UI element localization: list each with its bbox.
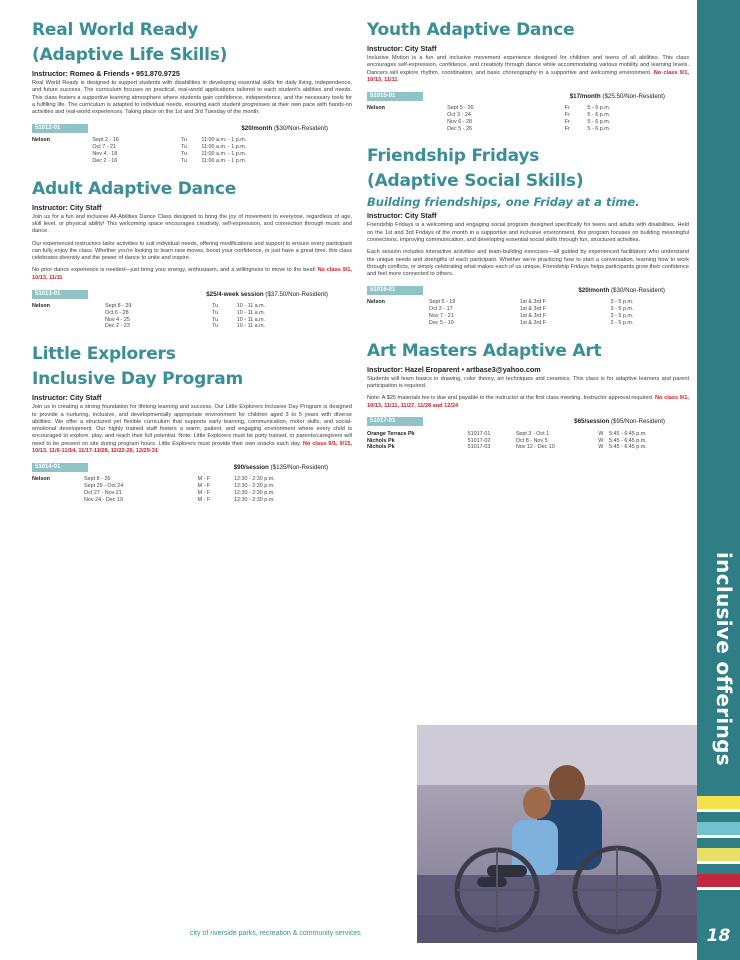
schedule-row [367,119,689,126]
schedule-cell: W [598,444,604,451]
schedule-row [367,126,689,133]
schedule-cell: 12:30 - 2:30 p.m. [234,489,275,496]
schedule-row [32,317,352,324]
schedule-cell: 11:00 a.m. - 1 p.m. [201,137,247,144]
schedule-row [32,476,352,483]
schedule-table [367,431,689,451]
program-title: Youth Adaptive Dance [367,20,575,40]
schedule-cell: 51017-02 [467,437,491,444]
schedule-cell: Oct 27 - Nov 21 [84,489,122,496]
schedule-cell: 10 - 11 a.m. [236,323,266,330]
schedule-location [32,317,105,324]
schedule-location: Orange Terrace Pk [367,430,415,437]
schedule-location [367,112,447,119]
schedule-cell: 1st & 3rd F [519,299,547,306]
program-subtitle: Building friendships, one Friday at a time. [367,195,640,210]
program-fee [423,418,689,425]
color-stripe [697,848,740,861]
schedule-cell: Fr [564,105,570,112]
schedule-cell: Sept 2 - 16 [92,137,119,144]
description-text: Join us in creating a strong foundation for lifelong learning and success. Our Little Explorers Inclusive Day Program is designed to provide a nurturing, inclusive, and developmentally appropriate environment for children aged 3 to 5 years with diverse abilities. We offer a structured yet flexible curriculum that supports early learning, communication, motor skills, and social-emotional development. Our highly trained staff fosters a warm, patient, and engaging environment where every child is encouraged to explore, play, and reach their full potential. Note: Little Explorers must be potty trained, or parents/caregivers will need to be present on site during program hours. Little Explorers must provide their own snacks each day. [32,404,352,447]
schedule-cell: Dec 2 - 16 [92,157,118,164]
schedule-cell: Fr [564,125,570,132]
instructor-line: Instructor: City Staff [367,211,437,221]
description-text: No prior dance experience is needed—just bring your energy, enthusiasm, and a willingness to move to the beat! [32,267,316,274]
program-code: 51013-01 [32,290,88,299]
schedule-location [367,119,447,126]
no-class-dates: No class 9/1, 9/15, 10/13, 11/6-11/14, 11/17-11/28, 12/22-26, 12/29-31 [32,440,352,455]
schedule-row [367,444,689,451]
schedule-cell: 51017-03 [467,444,491,451]
schedule-cell: Oct 3 - 24 [447,111,471,118]
schedule-cell: 5:45 - 6:45 p.m. [609,444,647,451]
program-title: Adult Adaptive Dance [32,178,237,199]
schedule-cell: 10 - 11 a.m. [236,316,266,323]
program-title: (Adaptive Social Skills) [367,171,584,192]
program-title: Inclusive Day Program [32,369,244,390]
instructor-line: Instructor: City Staff [367,44,437,53]
description-text: Join us for a fun and inclusive All-Abilities Dance Class designed to bring the joy of movement to everyone, regardless of age, skill level, or physical ability! This welcoming space encourages creativity, self-expression, and connection through music and dance. [32,213,352,235]
schedule-row [32,137,352,144]
fee-resident: $20/month [241,124,273,132]
description-text: Each session includes interactive activities and team-building exercises—all guided by experienced facilitators who understand the unique needs and strengths of each participant. Whether we're practicing how to start a conversation, learning how to work through conflicts, or simply celebrating what makes each of us unique, Friendship Fridays helps participants grow their confidence and feel more connected to others. [367,249,689,278]
schedule-table [32,303,352,330]
schedule-cell: Oct 6 - 28 [105,309,129,316]
schedule-cell: Nov 6 - 28 [447,118,473,125]
description-text: Students will learn basics in drawing, color theory, art techniques and ceramics. This class is for adaptive learners and parent participation is required. [367,375,689,389]
schedule-row [367,313,689,320]
schedule-row [367,112,689,119]
schedule-cell: Tu [212,316,219,323]
program-title: Art Masters Adaptive Art [367,340,602,361]
schedule-cell: 5 - 6 p.m. [587,118,611,125]
program-title: Friendship Fridays [367,146,540,167]
schedule-cell: W [598,430,604,437]
right-column [367,18,689,463]
schedule-cell: 3 - 5 p.m. [610,299,634,306]
description-text: Friendship Fridays is a welcoming and engaging social program designed specifically for teens and adults with disabilities. Held on the 1st and 3rd Fridays of the month in a supportive and inclusive environment, this program focuses on building meaningful connections, improving communication, and developing essential social skills through fun, structured activities. [367,222,689,243]
schedule-cell: Sept 8 - 26 [84,476,111,483]
schedule-row [367,320,689,327]
schedule-row [32,310,352,317]
fee-nonresident: ($95/Non-Resident) [611,418,665,426]
schedule-cell: 3 - 5 p.m. [610,306,634,313]
schedule-cell: 5:45 - 6:45 p.m. [609,430,647,437]
program-description [367,395,689,410]
color-stripe [697,835,740,838]
program-fee [423,287,689,294]
schedule-cell: M - F [197,489,211,496]
schedule-cell: Tu [180,144,188,151]
description-text: Note: A $25 materials fee is due and payable to the instructor at the first class meeting. Instructor approval required. [367,395,654,402]
fee-row [367,285,689,295]
schedule-cell: Dec 5 - 26 [447,125,473,132]
fee-row [32,462,352,472]
schedule-cell: W [598,437,604,444]
fee-nonresident: ($30/Non-Resident) [274,124,328,132]
schedule-table [32,476,352,503]
schedule-cell: 1st & 3rd F [519,319,547,326]
schedule-cell: Tu [212,303,219,310]
schedule-cell: Tu [180,157,188,164]
schedule-table [367,299,689,326]
left-column [32,18,352,516]
schedule-row [32,144,352,151]
color-stripe [697,887,740,890]
schedule-cell: Fr [564,111,570,118]
color-stripe [697,822,740,835]
schedule-row [367,306,689,313]
schedule-cell: 5 - 6 p.m. [587,125,611,132]
schedule-location [32,323,105,330]
description-text: Real World Ready is designed to support students with disabilities in developing essential skills for daily living, independence, and future success. The curriculum focuses on practical, real-world applications tailored to each student's abilities and needs. This class fosters a supportive learning atmosphere where students gain confidence, independence, and the necessary tools for a fulfilling life. The curriculum is adapted to individual needs, ensuring each student progresses at their own pace with hands-on activities and real-world experiences. Taking place on the 1st and 3rd Tuesday of the month. [32,80,352,116]
program-description [367,249,689,278]
schedule-cell: Oct 7 - 21 [92,144,117,151]
schedule-cell: Nov 4 - 18 [92,151,118,158]
schedule-row [367,105,689,112]
program-description [367,55,689,84]
schedule-row [32,490,352,497]
schedule-row [367,438,689,445]
program-code: 51014-01 [32,463,88,472]
schedule-cell: Nov 24 - Dec 19 [84,496,123,503]
schedule-row [367,299,689,306]
schedule-cell: Sept 5 - 19 [428,299,456,306]
schedule-location [32,497,84,504]
schedule-cell: Dec 2 - 23 [105,323,130,330]
schedule-cell: 10 - 11 a.m. [236,309,266,316]
schedule-cell: 1st & 3rd F [519,313,547,320]
fee-row [32,289,352,299]
photo-illustration [417,725,697,943]
schedule-cell: 3 - 5 p.m. [610,319,634,326]
program-code: 51017-01 [367,417,423,426]
schedule-cell: Oct 3 - 17 [428,306,453,313]
schedule-cell: 12:30 - 2:30 p.m. [234,496,275,503]
program-description [32,241,352,263]
schedule-cell: 11:00 a.m. - 1 p.m. [201,151,247,158]
schedule-location: Nichols Pk [367,437,395,444]
schedule-location [32,144,92,151]
schedule-cell: 5 - 6 p.m. [587,105,611,112]
schedule-location: Nelson [32,476,50,483]
side-band [697,0,740,960]
schedule-cell: 11:00 a.m. - 1 p.m. [201,157,247,164]
no-class-dates: No class 9/1, 10/13, 11/11, 11/27, 11/28 and 12/24 [367,395,689,409]
fee-resident: $65/session [574,418,610,426]
fee-resident: $90/session [233,463,269,471]
program-fee [88,464,352,471]
schedule-location: Nichols Pk [367,444,395,451]
color-stripe [697,861,740,864]
program-description [367,222,689,244]
schedule-table [367,105,689,132]
schedule-cell: M - F [197,476,211,483]
fee-resident: $25/4-week session [206,290,264,298]
schedule-cell: Sept 3 - Oct 1 [515,430,550,437]
fee-row [367,91,689,101]
schedule-location: Nelson [367,299,385,306]
wheelchair-sports-photo [417,725,697,943]
fee-resident: $20/month [578,286,610,294]
schedule-location [367,306,429,313]
schedule-cell: Nov 4 - 25 [105,316,130,323]
schedule-cell: 12:30 - 2:30 p.m. [234,476,275,483]
schedule-cell: Tu [180,151,188,158]
program-code: 51015-01 [367,92,423,101]
schedule-location: Nelson [367,105,385,112]
schedule-row [32,497,352,504]
program-description [32,80,352,116]
program-section [367,339,689,452]
program-section [32,18,352,165]
no-class-dates: No class 9/1, 10/13, 11/11 [32,267,352,281]
schedule-location: Nelson [32,137,50,144]
schedule-cell: 3 - 5 p.m. [610,313,634,320]
schedule-cell: 51017-01 [467,430,491,437]
schedule-location [32,158,92,165]
program-description [32,267,352,282]
schedule-location [32,490,84,497]
schedule-table [32,137,352,164]
instructor-line: Instructor: City Staff [32,393,102,403]
program-title: (Adaptive Life Skills) [32,45,228,65]
schedule-location [367,126,447,133]
program-section [32,342,352,503]
fee-row [32,123,352,133]
program-fee [88,291,352,298]
schedule-cell: Tu [212,309,219,316]
program-title: Little Explorers [32,344,176,365]
schedule-row [32,483,352,490]
description-text: Inclusive Motion is a fun and inclusive movement experience designed for children and teens of all abilities. This class encourages self-expression, confidence, and creativity through dance while accommodating various mobility and learning levels. Dancers will explore rhythm, coordination, and basic choreography in a supportive and welcoming environment. [367,55,689,76]
schedule-location [367,320,429,327]
schedule-location [367,313,429,320]
fee-nonresident: ($30/Non-Resident) [611,286,665,294]
schedule-row [32,151,352,158]
schedule-location [32,310,105,317]
instructor-line: Instructor: City Staff [32,202,102,212]
fee-resident: $17/month [569,92,601,100]
footer-text: city of riverside parks, recreation & community services [190,930,361,937]
program-fee [88,125,352,132]
program-description [32,214,352,236]
program-description [367,376,689,391]
fee-nonresident: ($135/Non-Resident) [270,463,328,471]
program-section [367,18,689,132]
description-text: Our experienced instructors tailor activities to suit individual needs, offering modifications and support to ensure every participant can fully enjoy the class. Whether you're looking to learn new moves, boost your confidence, or just have a great time, this class celebrates diversity and the power of dance to unite and inspire. [32,240,352,262]
schedule-cell: Oct 8 - Nov 5 [515,437,548,444]
no-class-dates: No class 9/1, 10/13, 11/11 [367,69,689,83]
color-stripe [697,809,740,812]
program-fee [423,93,689,100]
schedule-cell: 12:30 - 2:30 p.m. [234,483,275,490]
program-section [367,144,689,326]
schedule-row [32,323,352,330]
color-stripe [697,796,740,809]
schedule-cell: 5 - 6 p.m. [587,111,611,118]
program-code: 51012-01 [32,124,88,133]
schedule-cell: Sept 8 - 29 [105,303,132,310]
fee-row [367,417,689,427]
schedule-row [32,303,352,310]
schedule-cell: Sept 29 - Oct 24 [84,483,124,490]
schedule-location [32,483,84,490]
schedule-cell: 11:00 a.m. - 1 p.m. [201,144,247,151]
schedule-row [32,158,352,165]
schedule-cell: Sept 5 - 26 [447,105,474,112]
schedule-location [32,151,92,158]
side-label: inclusive offerings [712,552,736,766]
schedule-cell: Fr [564,118,570,125]
fee-nonresident: ($37.50/Non-Resident) [265,290,328,298]
program-title: Real World Ready [32,20,199,40]
instructor-line: Instructor: Hazel Eroparent • artbase3@yahoo.com [367,364,541,374]
schedule-cell: Tu [212,323,219,330]
program-code: 51016-01 [367,286,423,295]
fee-nonresident: ($25.50/Non-Resident) [602,92,665,100]
schedule-cell: Nov 7 - 21 [428,313,454,320]
schedule-row [367,431,689,438]
page-number: 18 [706,926,731,946]
schedule-cell: Dec 5 - 19 [428,319,454,326]
schedule-cell: M - F [197,483,211,490]
color-stripe [697,874,740,887]
schedule-cell: Nov 12 - Dec 10 [515,444,555,451]
schedule-cell: 5:45 - 6:45 p.m. [609,437,647,444]
schedule-cell: 1st & 3rd F [519,306,547,313]
schedule-location: Nelson [32,303,50,310]
instructor-line: Instructor: Romeo & Friends • 951.870.9725 [32,69,180,78]
schedule-cell: Tu [180,137,188,144]
program-section [32,177,352,331]
schedule-cell: M - F [197,496,211,503]
schedule-cell: 10 - 11 a.m. [236,303,266,310]
program-description [32,404,352,455]
